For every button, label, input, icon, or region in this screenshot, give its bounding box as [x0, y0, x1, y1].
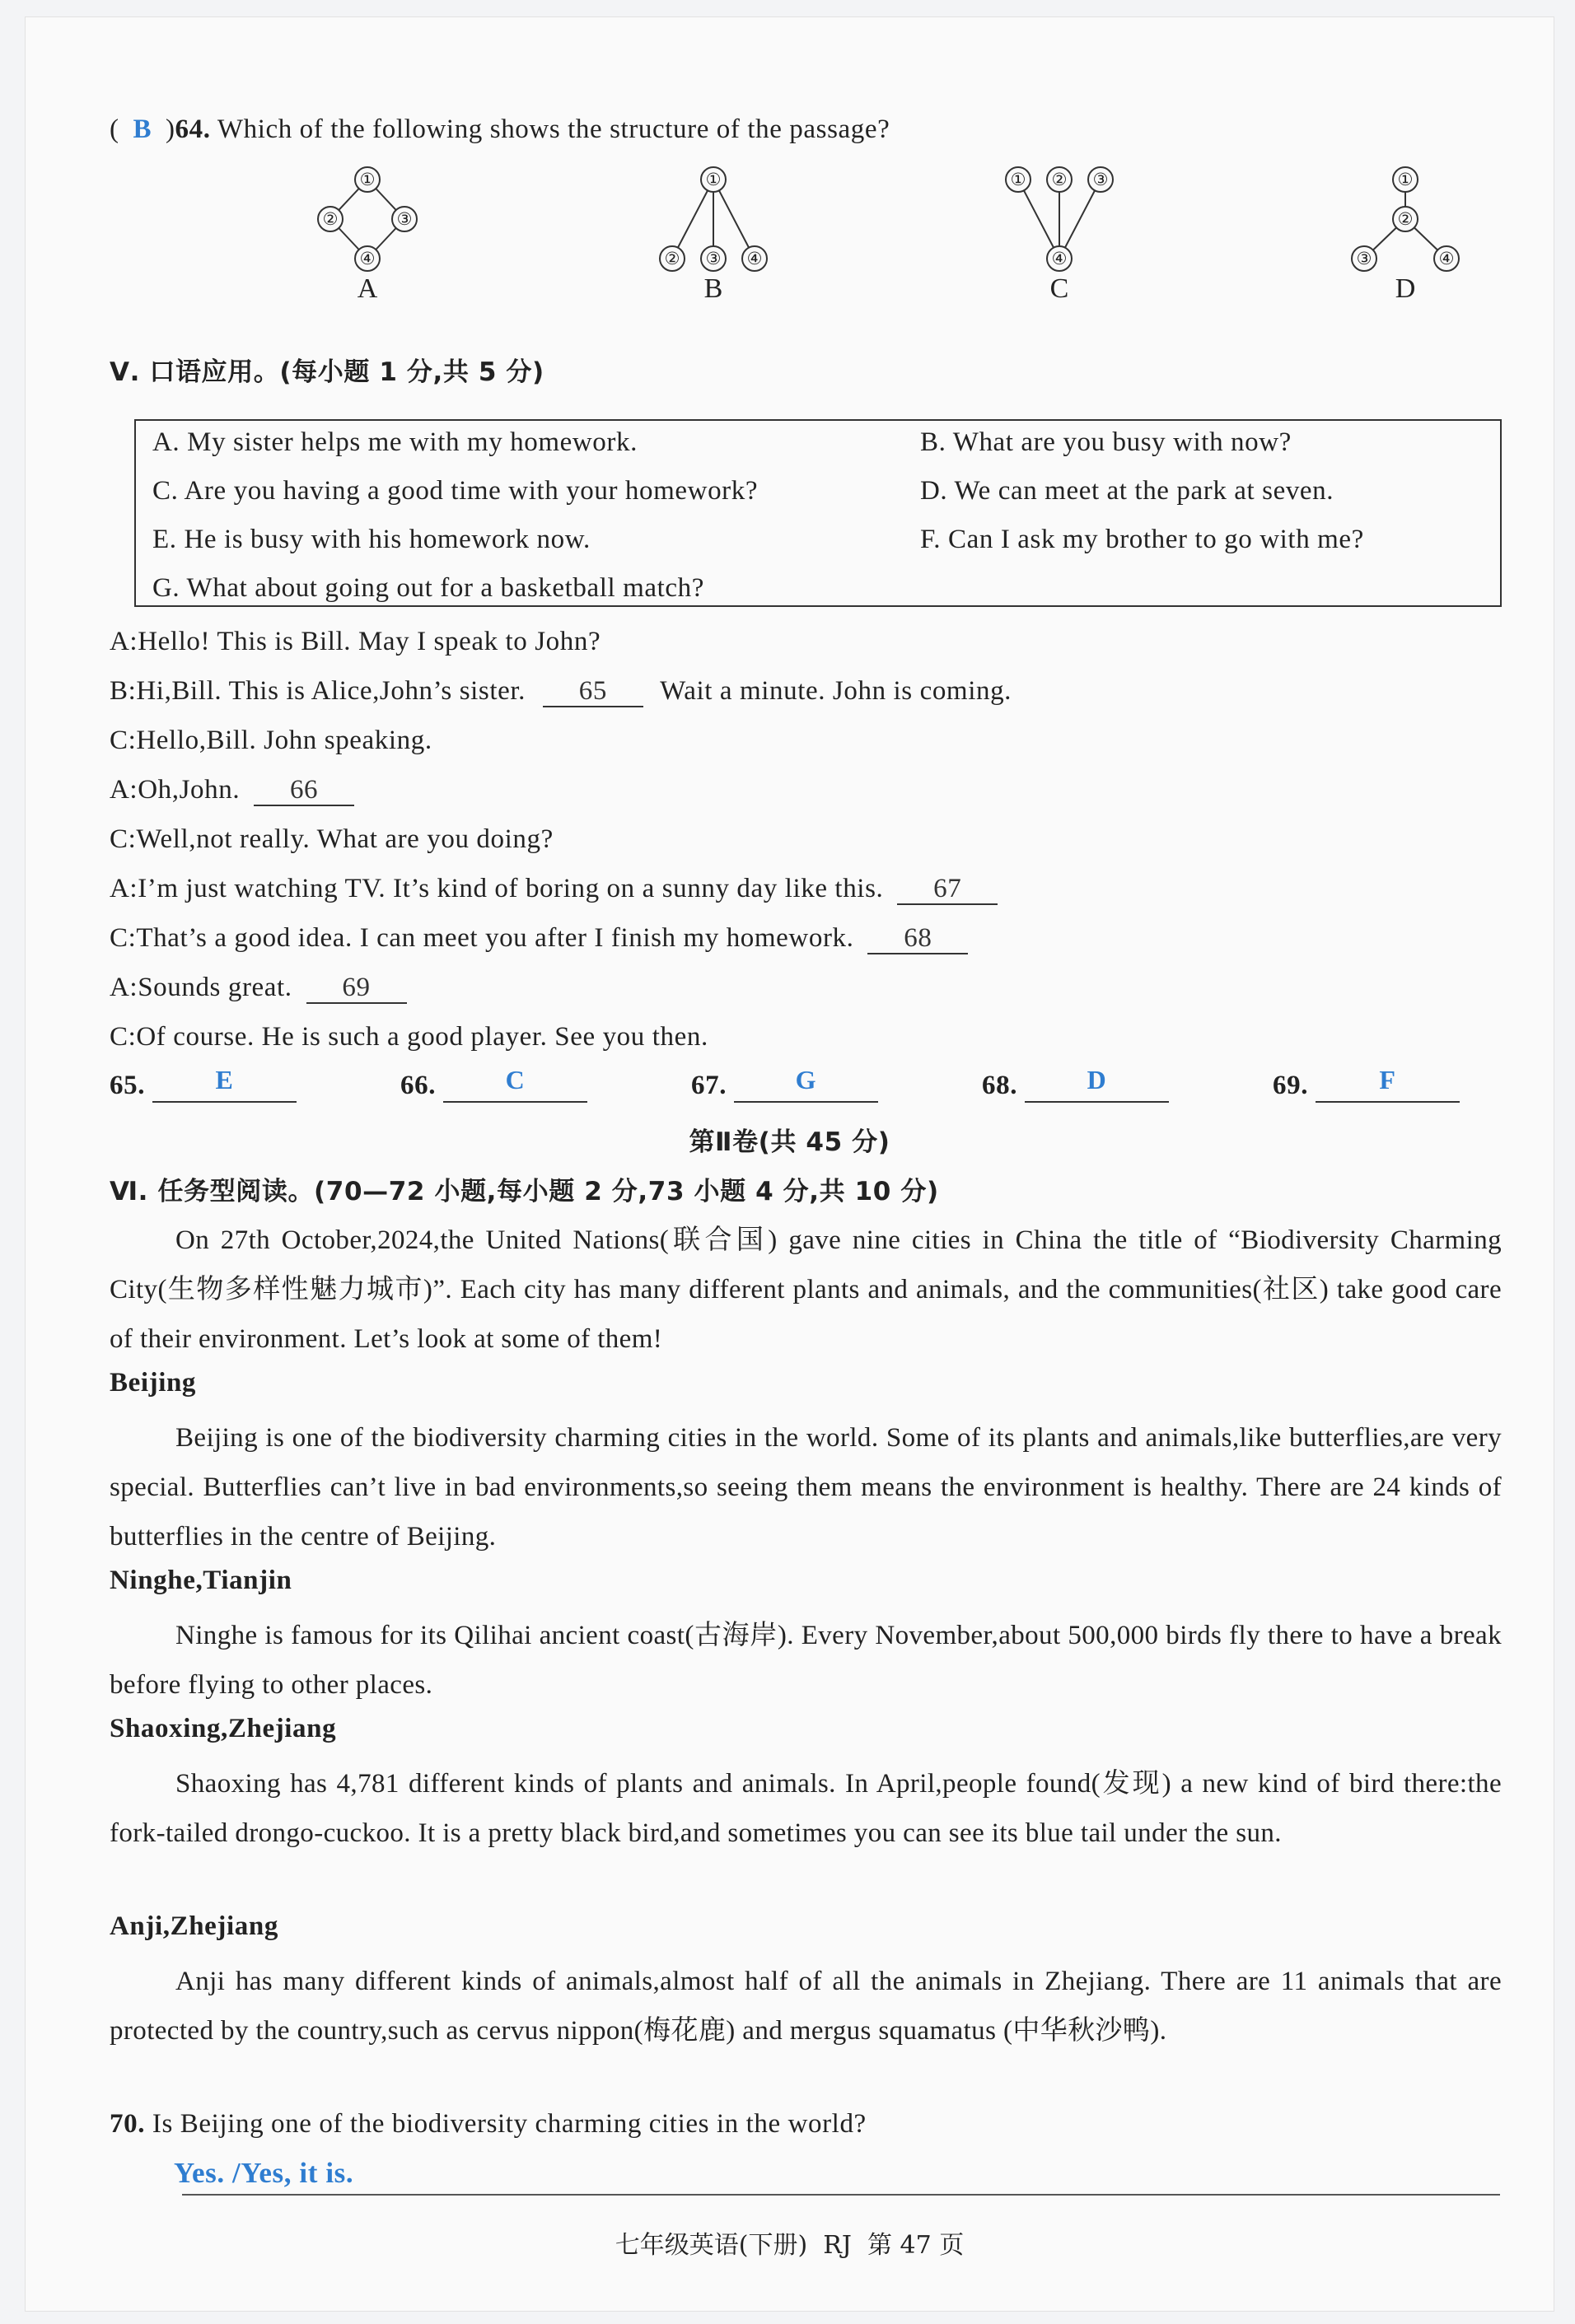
option-f: F. Can I ask my brother to go with me? — [920, 525, 1364, 554]
dialogue-line: B:Hi,Bill. This is Alice,John’s sister. 65 Wait a minute. John is coming. — [110, 676, 1012, 706]
diagram-label-c: C — [1049, 273, 1069, 304]
svg-text:③: ③ — [705, 249, 722, 268]
svg-text:②: ② — [1051, 170, 1068, 189]
svg-text:④: ④ — [359, 249, 376, 268]
q70-answer: Yes. /Yes, it is. — [174, 2157, 354, 2189]
blank-69: 69 — [306, 973, 407, 1004]
dialogue-line: C:Hello,Bill. John speaking. — [110, 726, 432, 755]
q64-answer: B — [133, 114, 152, 144]
worksheet-page — [25, 16, 1554, 2312]
options-box — [134, 419, 1502, 607]
structure-diagrams — [273, 161, 1508, 367]
city-heading-ninghe: Ninghe,Tianjin — [110, 1566, 292, 1595]
q70-question: Is Beijing one of the biodiversity charming cities in the world? — [152, 2109, 867, 2139]
diagram-label-b: B — [703, 273, 723, 304]
q64-bracket-open: ( — [110, 114, 119, 144]
diagram-label-a: A — [357, 273, 378, 304]
city-text-ninghe: Ninghe is famous for its Qilihai ancient coast(古海岸). Every November,about 500,000 birds fly there to have a break before flying to other places. — [110, 1621, 1502, 1700]
svg-text:①: ① — [1397, 170, 1414, 189]
q70-line — [110, 2109, 867, 2140]
blank-66: 66 — [254, 775, 354, 806]
blank-67: 67 — [897, 874, 998, 905]
q64-number: 64. — [175, 114, 211, 144]
blank-68: 68 — [867, 923, 968, 954]
answer-69: 69. F — [1273, 1070, 1460, 1103]
svg-text:④: ④ — [1051, 249, 1068, 268]
svg-text:②: ② — [1397, 209, 1414, 229]
answer-68: 68. D — [982, 1070, 1169, 1103]
svg-text:①: ① — [359, 170, 376, 189]
section6-title: Ⅵ. 任务型阅读。(70—72 小题,每小题 2 分,73 小题 4 分,共 10 分) — [110, 1177, 939, 1206]
svg-text:④: ④ — [1438, 249, 1455, 268]
q64-bracket-close: ) — [165, 114, 175, 144]
svg-text:②: ② — [664, 249, 680, 268]
reading-intro: On 27th October,2024,the United Nations(联合国) gave nine cities in China the title of “Biodiversity Charming City(生物多样性魅力城市)”. Each city has many different plants and animals, and the communities(社区) take good care of their environment. Let’s look at some of them! — [110, 1225, 1502, 1354]
city-text-beijing: Beijing is one of the biodiversity charming cities in the world. Some of its plants and animals,like butterflies,are very special. Butterflies can’t live in bad environments,so seeing them means the environment is healthy. There are 24 kinds of butterflies in the centre of Beijing. — [110, 1423, 1502, 1552]
option-g: G. What about going out for a basketball match? — [152, 573, 704, 603]
svg-text:③: ③ — [1356, 249, 1372, 268]
option-e: E. He is busy with his homework now. — [152, 525, 591, 554]
svg-text:①: ① — [705, 170, 722, 189]
dialogue-line: A:Oh,John. 66 — [110, 775, 354, 806]
svg-text:④: ④ — [746, 249, 763, 268]
city-heading-beijing: Beijing — [110, 1368, 197, 1398]
q70-number: 70. — [110, 2109, 146, 2139]
q64-line — [110, 114, 890, 145]
svg-text:③: ③ — [396, 209, 413, 229]
city-text-anji: Anji has many different kinds of animals,almost half of all the animals in Zhejiang. There are 11 animals that are protected by the country,such as cervus nippon(梅花鹿) and mergus squamatus (中华秋沙鸭). — [110, 1967, 1502, 2046]
dialogue-line: A:I’m just watching TV. It’s kind of boring on a sunny day like this. 67 — [110, 874, 998, 905]
option-d: D. We can meet at the park at seven. — [920, 476, 1334, 506]
svg-text:③: ③ — [1092, 170, 1109, 189]
option-b: B. What are you busy with now? — [920, 427, 1292, 457]
option-c: C. Are you having a good time with your homework? — [152, 476, 759, 506]
answer-rule — [182, 2194, 1500, 2196]
city-heading-anji: Anji,Zhejiang — [110, 1911, 278, 1941]
dialogue-line: C:Well,not really. What are you doing? — [110, 824, 554, 854]
diagram-label-d: D — [1395, 273, 1416, 304]
answer-67: 67. G — [691, 1070, 878, 1103]
city-heading-shaoxing: Shaoxing,Zhejiang — [110, 1714, 337, 1743]
blank-65: 65 — [543, 676, 643, 707]
dialogue-line: C:That’s a good idea. I can meet you after I finish my homework. 68 — [110, 923, 968, 954]
q64-question: Which of the following shows the structure of the passage? — [217, 114, 890, 144]
answer-65: 65. E — [110, 1070, 297, 1103]
section5-title: Ⅴ. 口语应用。(每小题 1 分,共 5 分) — [110, 357, 544, 387]
dialogue-line: A:Hello! This is Bill. May I speak to John? — [110, 627, 601, 656]
option-a: A. My sister helps me with my homework. — [152, 427, 638, 457]
city-text-shaoxing: Shaoxing has 4,781 different kinds of plants and animals. In April,people found(发现) a new kind of bird there:the fork-tailed drongo-cuckoo. It is a pretty black bird,and sometimes you can see its blue tail under the sun. — [110, 1769, 1502, 1848]
svg-text:①: ① — [1010, 170, 1026, 189]
answer-66: 66. C — [400, 1070, 587, 1103]
dialogue-line: C:Of course. He is such a good player. See you then. — [110, 1022, 708, 1052]
page-footer: 七年级英语(下册) RJ 第 47 页 — [615, 2231, 965, 2260]
svg-text:②: ② — [322, 209, 339, 229]
dialogue-line: A:Sounds great. 69 — [110, 973, 407, 1004]
part2-title: 第Ⅱ卷(共 45 分) — [689, 1127, 890, 1157]
